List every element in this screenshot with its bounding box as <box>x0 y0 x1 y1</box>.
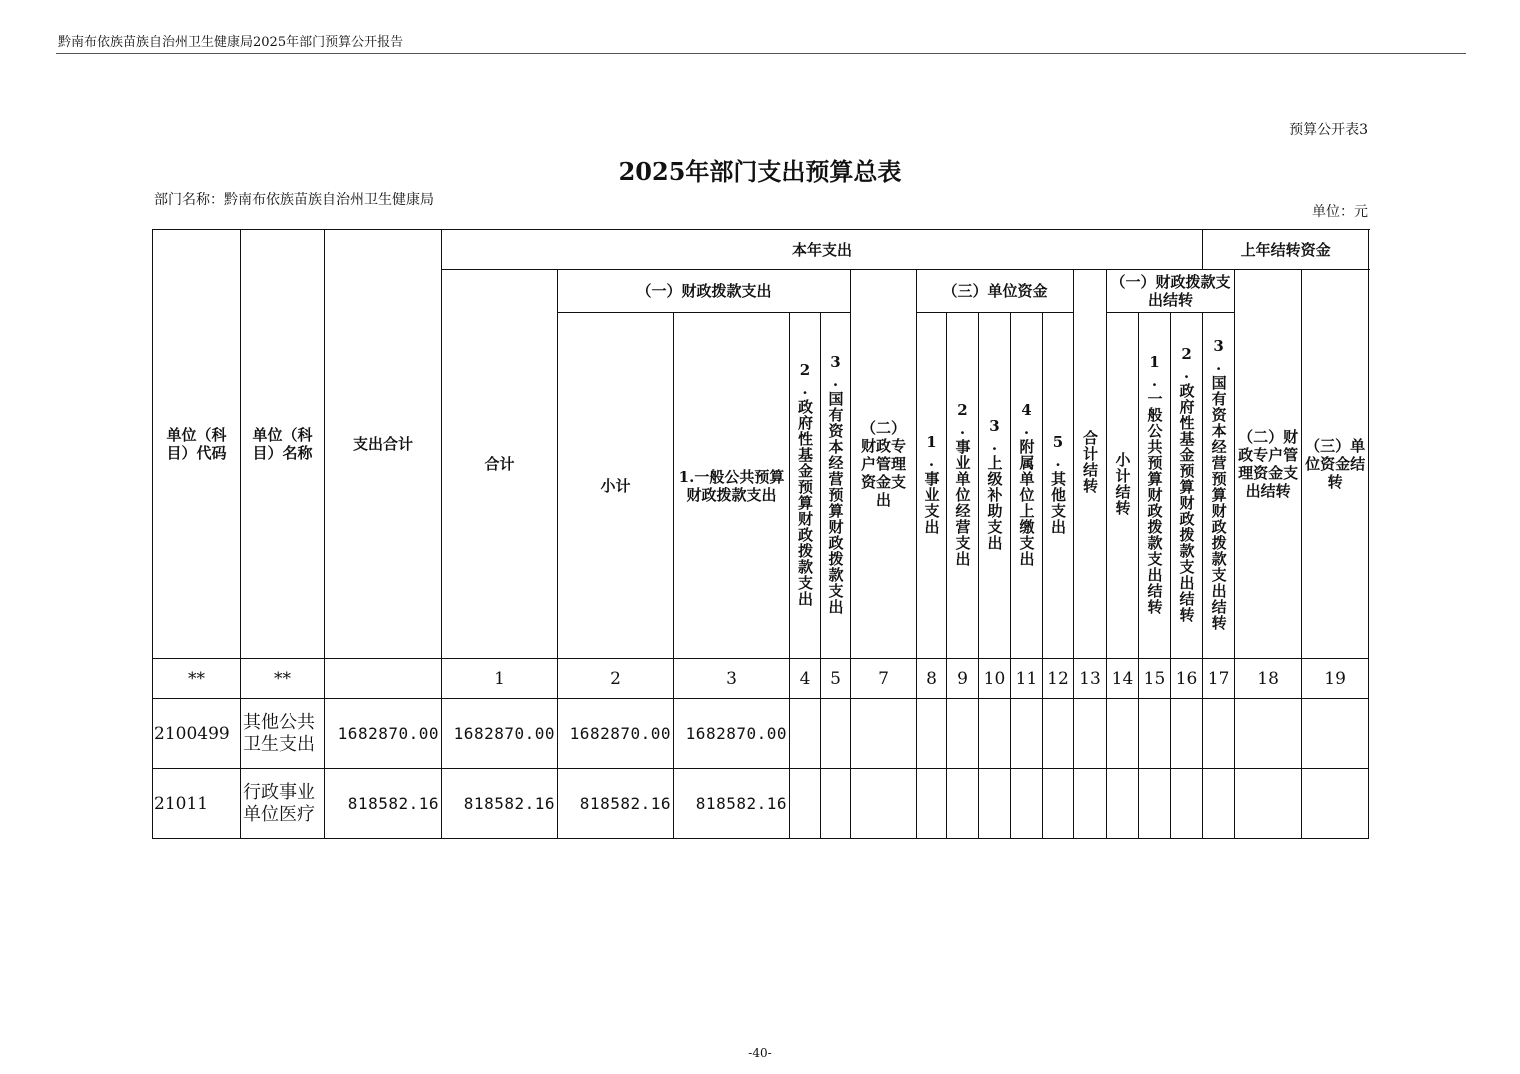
row-general: 818582.16 <box>674 769 790 839</box>
row-sum: 818582.16 <box>442 769 558 839</box>
header-carry-special: （二）财政专户管理资金支出结转 <box>1235 270 1302 659</box>
empty-cell <box>1043 699 1074 769</box>
col-number: 17 <box>1203 659 1235 699</box>
table-row <box>153 769 1369 839</box>
header-fiscal-carry: （一）财政拨款支出结转 <box>1107 270 1235 313</box>
header-unit-funds: （三）单位资金 <box>917 270 1074 313</box>
empty-cell <box>1139 769 1171 839</box>
row-code: 21011 <box>153 769 241 839</box>
empty-cell <box>1043 769 1074 839</box>
col-number: 1 <box>442 659 558 699</box>
budget-table <box>152 229 1369 839</box>
row-total: 1682870.00 <box>325 699 442 769</box>
empty-cell <box>821 769 851 839</box>
empty-cell <box>1171 699 1203 769</box>
header-state-capital: 3.国有资本经营预算财政拨款支出 <box>821 313 851 659</box>
col-number: 15 <box>1139 659 1171 699</box>
empty-cell <box>1139 699 1171 769</box>
empty-cell <box>1011 699 1043 769</box>
empty-cell <box>979 699 1011 769</box>
empty-cell <box>1235 699 1302 769</box>
col-number: 14 <box>1107 659 1139 699</box>
empty-cell <box>1171 769 1203 839</box>
col-number: ** <box>241 659 325 699</box>
header-current-year: 本年支出 <box>442 230 1203 270</box>
col-number <box>325 659 442 699</box>
empty-cell <box>1074 699 1107 769</box>
row-total: 818582.16 <box>325 769 442 839</box>
header-special-mgmt: （二）财政专户管理资金支出 <box>851 270 917 659</box>
header-fiscal: （一）财政拨款支出 <box>558 270 851 313</box>
empty-cell <box>851 699 917 769</box>
empty-cell <box>1011 769 1043 839</box>
header-carry-gov-fund: 2.政府性基金预算财政拨款支出结转 <box>1171 313 1203 659</box>
department-name: 部门名称：黔南布依族苗族自治州卫生健康局 <box>154 192 434 208</box>
unit-label: 单位：元 <box>1312 204 1368 220</box>
col-number: 4 <box>790 659 821 699</box>
col-number: 18 <box>1235 659 1302 699</box>
empty-cell <box>979 769 1011 839</box>
col-number: 9 <box>947 659 979 699</box>
empty-cell <box>1203 699 1235 769</box>
header-gov-fund: 2.政府性基金预算财政拨款支出 <box>790 313 821 659</box>
header-carry-unit: （三）单位资金结转 <box>1302 270 1369 659</box>
empty-cell <box>1203 769 1235 839</box>
row-code: 2100499 <box>153 699 241 769</box>
header-carry-state-capital: 3.国有资本经营预算财政拨款支出结转 <box>1203 313 1235 659</box>
header-total: 支出合计 <box>325 230 442 659</box>
col-number: 13 <box>1074 659 1107 699</box>
row-subtotal: 818582.16 <box>558 769 674 839</box>
header-carry-general: 1.一般公共预算财政拨款支出结转 <box>1139 313 1171 659</box>
header-sum: 合计 <box>442 270 558 659</box>
col-number: 10 <box>979 659 1011 699</box>
empty-cell <box>821 699 851 769</box>
page-title: 2025年部门支出预算总表 <box>618 157 902 186</box>
empty-cell <box>917 769 947 839</box>
table-row <box>153 699 1369 769</box>
header-prior-carryover: 上年结转资金 <box>1203 230 1369 270</box>
empty-cell <box>917 699 947 769</box>
col-number: 16 <box>1171 659 1203 699</box>
row-general: 1682870.00 <box>674 699 790 769</box>
header-carry-sum: 合计结转 <box>1074 270 1107 659</box>
header-carry-subtotal: 小计结转 <box>1107 313 1139 659</box>
row-name: 行政事业单位医疗 <box>241 769 325 839</box>
empty-cell <box>1235 769 1302 839</box>
column-number-row <box>153 659 1369 699</box>
empty-cell <box>1107 769 1139 839</box>
empty-cell <box>790 769 821 839</box>
empty-cell <box>1302 699 1369 769</box>
header-biz-op-exp: 2.事业单位经营支出 <box>947 313 979 659</box>
empty-cell <box>1107 699 1139 769</box>
table-number: 预算公开表3 <box>1289 122 1368 138</box>
col-number: 11 <box>1011 659 1043 699</box>
col-number: 12 <box>1043 659 1074 699</box>
empty-cell <box>947 769 979 839</box>
col-number: 2 <box>558 659 674 699</box>
header-general-public: 1.一般公共预算财政拨款支出 <box>674 313 790 659</box>
col-number: 7 <box>851 659 917 699</box>
row-sum: 1682870.00 <box>442 699 558 769</box>
col-number: 3 <box>674 659 790 699</box>
header-subtotal: 小计 <box>558 313 674 659</box>
col-number: ** <box>153 659 241 699</box>
col-number: 19 <box>1302 659 1369 699</box>
page-number: -40- <box>748 1046 772 1060</box>
header-unit-code: 单位（科目）代码 <box>153 230 241 659</box>
header-unit-name: 单位（科目）名称 <box>241 230 325 659</box>
header-affiliated: 4.附属单位上缴支出 <box>1011 313 1043 659</box>
empty-cell <box>947 699 979 769</box>
empty-cell <box>790 699 821 769</box>
empty-cell <box>1074 769 1107 839</box>
col-number: 8 <box>917 659 947 699</box>
empty-cell <box>851 769 917 839</box>
header-biz-exp: 1.事业支出 <box>917 313 947 659</box>
header-rule <box>56 53 1466 54</box>
empty-cell <box>1302 769 1369 839</box>
running-header: 黔南布依族苗族自治州卫生健康局2025年部门预算公开报告 <box>58 35 404 50</box>
col-number: 5 <box>821 659 851 699</box>
header-subsidy-up: 3.上级补助支出 <box>979 313 1011 659</box>
row-name: 其他公共卫生支出 <box>241 699 325 769</box>
header-other-exp: 5.其他支出 <box>1043 313 1074 659</box>
row-subtotal: 1682870.00 <box>558 699 674 769</box>
